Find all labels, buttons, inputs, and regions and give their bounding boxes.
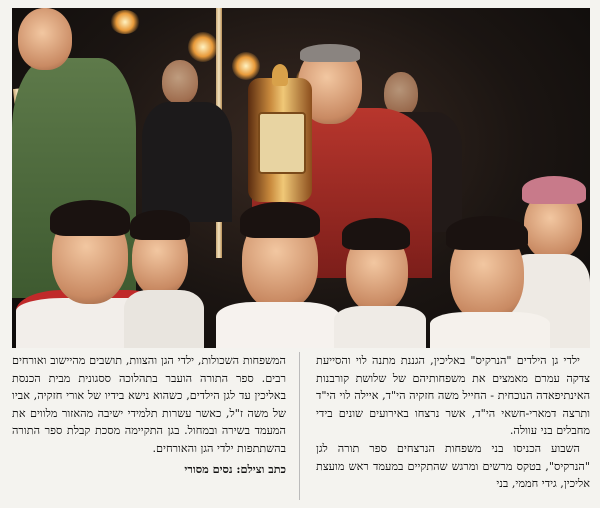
child-hair [446,216,528,250]
article-photo [12,8,590,348]
child-shirt [334,306,426,348]
torah-plate [258,112,306,174]
article-paragraph: ילדי גן הילדים "הנרקיס" באליכין, הגננת מתנה לוי והסייעת צדקה עמרם מאמצים את משפחותיהם של שלושת קורבנות האינתיפאדה הנוכחית - החייל משה חזקיה הי"ד, איילה לוי הי"ד ותרצה דמארי-חשאי הי"ד, אשר נרצחו באירועים שונים בידי מחבלים בני עוולה. [316,354,590,438]
torah-scroll [248,78,312,202]
girl-beret [522,176,586,204]
column-divider [299,352,300,500]
article-column-right [316,352,590,502]
torch-light [232,52,260,80]
torch-light [110,10,140,34]
man-hair [300,44,360,62]
background-figure [142,102,232,222]
background-face [162,60,198,104]
torch-light [188,32,218,62]
article-body [12,352,590,502]
child-hair [240,202,320,238]
article-paragraph: המשפחות השכולות, ילדי הגן והצוות, תושבים מהיישוב ואורחים רבים. ספר התורה הועבר בתהלוכה ססגונית מבית הכנסת באליכין עד לגן הילדים, כשהוא נישא בידיו של אורי חזקיה, אביו של משה ז"ל, כאשר עשרות תלמידי ישיבה מהאזור מלווים את המעמד בשירה ובמחול. בגן התקיימה מסכת קבלת ספר התורה בהשתתפות ילדי הגן והאורחים. [12,354,286,455]
child-hair [130,210,190,240]
child-shirt [430,312,550,348]
torah-crown [272,64,288,86]
article-column-left [12,352,286,502]
child-shirt [124,290,204,348]
author-credit: כתב וצילם: נסים מסורי [184,461,286,476]
child-hair [50,200,130,236]
child-hair [342,218,410,250]
article-paragraph: השבוע הכניסו בני משפחות הנרצחים ספר תורה לגן "הנרקיס", בטקס מרשים ומרגש שהתקיים במעמד ראש מועצת אליכין, גידי חממי, בני [316,441,590,491]
adult-face [18,8,72,70]
child-shirt [216,302,340,348]
